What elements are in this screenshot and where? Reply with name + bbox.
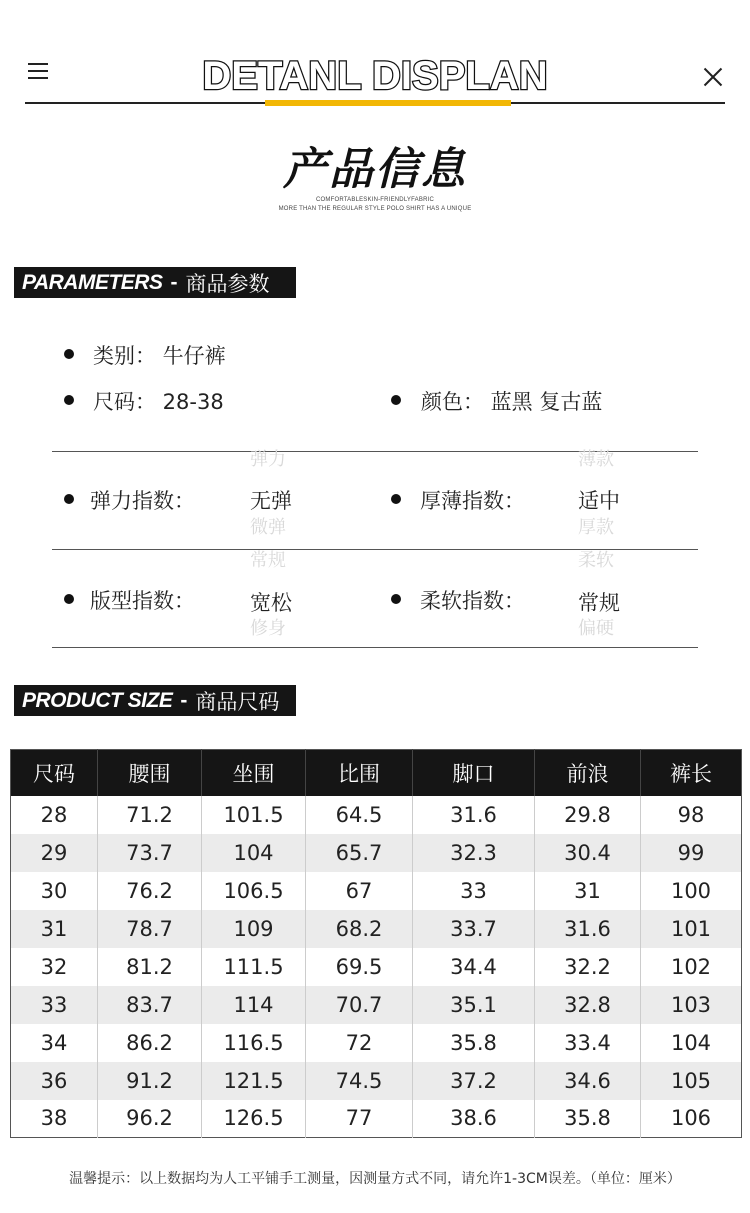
table-cell: 28	[11, 796, 98, 834]
table-row	[11, 872, 742, 910]
product-size-banner-dash: -	[180, 688, 188, 712]
header	[0, 0, 750, 110]
table-cell: 73.7	[98, 834, 202, 872]
product-size-banner-en: PRODUCT SIZE	[22, 688, 173, 712]
table-cell: 35.1	[413, 986, 535, 1024]
table-cell: 37.2	[413, 1062, 535, 1100]
table-header-cell: 尺码	[11, 750, 98, 796]
table-cell: 64.5	[306, 796, 413, 834]
table-cell: 77	[306, 1100, 413, 1138]
softness-below: 偏硬	[578, 618, 614, 639]
fit-below: 修身	[250, 618, 286, 639]
softness-value: 常规	[578, 591, 620, 615]
table-cell: 34.4	[413, 948, 535, 986]
table-cell: 104	[670, 1030, 712, 1055]
table-cell: 98	[677, 802, 705, 827]
table-cell: 35.8	[413, 1024, 535, 1062]
close-icon[interactable]	[702, 66, 724, 88]
table-cell: 38.6	[413, 1100, 535, 1138]
table-row	[11, 834, 742, 872]
bullet-icon	[391, 395, 401, 405]
table-cell: 101	[641, 910, 742, 948]
table-header-cell: 比围	[306, 750, 413, 796]
parameters-banner	[14, 267, 296, 298]
elasticity-value: 无弹	[250, 489, 292, 513]
table-row	[11, 986, 742, 1024]
table-cell: 34.6	[535, 1062, 641, 1100]
table-cell: 29.8	[535, 796, 641, 834]
param-category: 类别： 牛仔裤	[93, 344, 226, 368]
table-header-cell: 腰围	[98, 750, 202, 796]
table-header-cell: 脚口	[413, 750, 535, 796]
table-cell: 72	[306, 1024, 413, 1062]
table-cell: 99	[641, 834, 742, 872]
table-cell: 31.6	[413, 796, 535, 834]
thickness-value: 适中	[578, 489, 620, 513]
table-cell: 81.2	[98, 948, 202, 986]
table-row	[11, 796, 742, 834]
table-cell: 31.6	[535, 910, 641, 948]
elasticity-label: 弹力指数：	[90, 489, 195, 513]
product-info-title: 产品信息	[283, 144, 467, 195]
table-cell: 96.2	[98, 1100, 202, 1138]
table-header-cell: 前浪	[535, 750, 641, 796]
table-cell: 109	[202, 910, 306, 948]
table-cell: 105	[641, 1062, 742, 1100]
table-cell: 100	[670, 878, 712, 903]
table-cell: 76.2	[98, 872, 202, 910]
table-cell: 83.7	[98, 986, 202, 1024]
table-cell: 33.4	[535, 1024, 641, 1062]
table-cell: 111.5	[202, 948, 306, 986]
table-header-row	[11, 750, 742, 796]
table-cell: 106.5	[202, 872, 306, 910]
parameters-banner-cn: 商品参数	[185, 271, 270, 296]
parameters-banner-dash: -	[170, 270, 178, 294]
table-cell: 32.8	[535, 986, 641, 1024]
product-size-banner	[14, 685, 296, 716]
softness-above: 柔软	[578, 550, 614, 571]
table-cell: 29	[11, 834, 98, 872]
elasticity-above: 弹力	[250, 449, 286, 470]
table-cell: 30	[11, 872, 98, 910]
table-cell: 121.5	[202, 1062, 306, 1100]
thickness-above: 薄款	[578, 449, 614, 470]
table-header-cell: 裤长	[641, 750, 742, 796]
table-cell: 71.2	[98, 796, 202, 834]
table-row	[11, 1024, 742, 1062]
bullet-icon	[391, 594, 401, 604]
table-cell: 106	[670, 1106, 712, 1131]
table-cell: 31	[11, 910, 98, 948]
table-cell: 86.2	[98, 1024, 202, 1062]
table-cell: 35.8	[535, 1100, 641, 1138]
table-cell: 32.2	[535, 948, 641, 986]
table-cell: 104	[202, 834, 306, 872]
bullet-icon	[64, 395, 74, 405]
table-cell: 74.5	[306, 1062, 413, 1100]
table-cell: 31	[535, 872, 641, 910]
product-size-banner-cn: 商品尺码	[195, 689, 280, 714]
table-row	[11, 1100, 742, 1138]
thickness-below: 厚款	[578, 517, 614, 538]
parameters-banner-en: PARAMETERS	[22, 270, 163, 294]
bullet-icon	[391, 494, 401, 504]
table-cell: 67	[306, 872, 413, 910]
table-cell: 114	[202, 986, 306, 1024]
table-cell: 33.7	[413, 910, 535, 948]
fit-value: 宽松	[250, 591, 292, 615]
table-cell: 32.3	[413, 834, 535, 872]
page-title: DETANL DISPLAN	[202, 54, 548, 98]
table-cell: 30.4	[535, 834, 641, 872]
table-cell: 102	[670, 954, 712, 979]
bullet-icon	[64, 594, 74, 604]
table-cell: 65.7	[306, 834, 413, 872]
size-table	[10, 749, 742, 1138]
table-cell: 33	[11, 986, 98, 1024]
product-info-subtitle: COMFORTABLESKIN-FRIENDLYFABRIC	[315, 197, 435, 203]
param-size: 尺码： 28-38	[93, 390, 224, 414]
measurement-note: 温馨提示：以上数据均为人工平铺手工测量，因测量方式不同，请允许1-3CM误差。（单位：厘米）	[69, 1171, 681, 1187]
elasticity-below: 微弹	[250, 517, 286, 538]
table-cell: 32	[11, 948, 98, 986]
header-accent-bar	[265, 100, 511, 106]
table-cell: 36	[11, 1062, 98, 1100]
table-cell: 33	[413, 872, 535, 910]
table-row	[11, 948, 742, 986]
table-row	[11, 910, 742, 948]
table-row	[11, 1062, 742, 1100]
thickness-label: 厚薄指数：	[420, 489, 525, 513]
table-cell: 103	[641, 986, 742, 1024]
fit-label: 版型指数：	[90, 589, 195, 613]
table-cell: 91.2	[98, 1062, 202, 1100]
divider	[52, 647, 698, 648]
param-color: 颜色： 蓝黑 复古蓝	[421, 390, 603, 414]
fit-above: 常规	[250, 550, 286, 571]
table-cell: 78.7	[98, 910, 202, 948]
table-cell: 70.7	[306, 986, 413, 1024]
bullet-icon	[64, 494, 74, 504]
bullet-icon	[64, 349, 74, 359]
table-cell: 126.5	[202, 1100, 306, 1138]
table-cell: 116.5	[202, 1024, 306, 1062]
table-cell: 38	[11, 1100, 98, 1138]
table-cell: 101.5	[202, 796, 306, 834]
table-header-cell: 坐围	[202, 750, 306, 796]
table-cell: 68.2	[306, 910, 413, 948]
table-cell: 34	[11, 1024, 98, 1062]
product-info-subtitle-2: MORE THAN THE REGULAR STYLE POLO SHIRT HAS A UNIQUE	[278, 206, 472, 212]
softness-label: 柔软指数：	[420, 589, 525, 613]
table-cell: 69.5	[306, 948, 413, 986]
